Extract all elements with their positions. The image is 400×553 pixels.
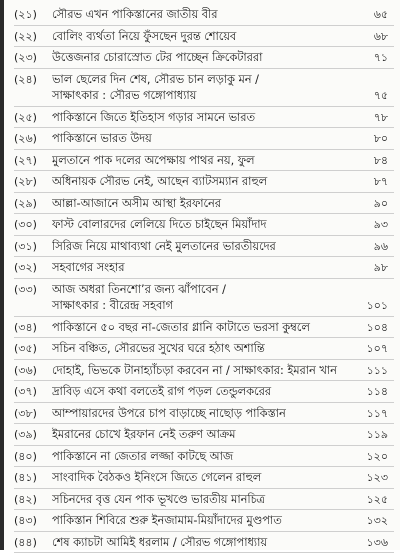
toc-entry-line bbox=[14, 341, 394, 358]
toc-entry-line bbox=[14, 131, 394, 148]
toc-entry-line bbox=[14, 449, 394, 466]
entry-title: ফাস্ট বোলারদের লেলিয়ে দিতে চাইছেন মিয়াঁদাদ bbox=[52, 217, 346, 234]
toc-entry-line bbox=[14, 427, 394, 444]
toc-entry bbox=[14, 193, 394, 215]
toc-entry bbox=[14, 317, 394, 339]
entry-page-number: ৮০ bbox=[346, 131, 394, 148]
entry-number: (২৫) bbox=[14, 110, 52, 127]
toc-entry-line bbox=[14, 72, 394, 89]
toc-entry-line bbox=[14, 110, 394, 127]
toc-entry bbox=[14, 69, 394, 107]
entry-page-number: ৯০ bbox=[346, 196, 394, 213]
entry-number: (৪৪) bbox=[14, 535, 52, 552]
entry-page-number: ৯৩ bbox=[346, 217, 394, 234]
entry-page-number: ১৩৬ bbox=[346, 535, 394, 552]
entry-number: (৩২) bbox=[14, 260, 52, 277]
entry-number: (২৪) bbox=[14, 72, 52, 89]
entry-number: (৪১) bbox=[14, 470, 52, 487]
entry-title: আম্পায়ারদের উপরে চাপ বাড়াচ্ছে নাছোড় পাকিস্তান bbox=[52, 406, 346, 423]
toc-entry bbox=[14, 257, 394, 279]
entry-title: পাকিস্তানে জিতে ইতিহাস গড়ার সামনে ভারত bbox=[52, 110, 346, 127]
toc-entry-line bbox=[14, 196, 394, 213]
toc-entry-line bbox=[14, 153, 394, 170]
toc-entry-line bbox=[14, 406, 394, 423]
entry-number: (৪৩) bbox=[14, 513, 52, 530]
entry-title: সচিনদের বৃত্ত যেন পাক ভূখণ্ডে ভারতীয় মানচিত্র bbox=[52, 492, 346, 509]
entry-title: পাকিস্তানে ৫০ বছর না-জেতার গ্লানি কাটাতে ভরসা কুম্বলে bbox=[52, 320, 346, 337]
toc-entry bbox=[14, 236, 394, 258]
toc-entry bbox=[14, 107, 394, 129]
entry-number: (২৯) bbox=[14, 196, 52, 213]
entry-page-number: ১২৩ bbox=[346, 470, 394, 487]
entry-page-number: ৭৫ bbox=[346, 88, 394, 105]
entry-page-number: ১২৫ bbox=[346, 492, 394, 509]
entry-title: অধিনায়ক সৌরভ নেই, আছেন ব্যাটসম্যান রাহুল bbox=[52, 174, 346, 191]
entry-number: (২১) bbox=[14, 7, 52, 24]
toc-entry-line bbox=[14, 50, 394, 67]
entry-number: (৩০) bbox=[14, 217, 52, 234]
entry-title: ইমরানের চোখে ইরফান নেই তরুণ আক্রম bbox=[52, 427, 346, 444]
entry-page-number: ৬৫ bbox=[346, 7, 394, 24]
entry-page-number: ৭৮ bbox=[346, 110, 394, 127]
entry-number: (২৩) bbox=[14, 50, 52, 67]
entry-title: সচিন বঞ্চিত, সৌরভের সুখের ঘরে হঠাৎ অশান্তি bbox=[52, 341, 346, 358]
toc-entry bbox=[14, 26, 394, 48]
entry-subtitle: সাক্ষাৎকার : সৌরভ গঙ্গোপাধ্যায় bbox=[14, 88, 346, 105]
entry-title: শেষ ক্যাচটা আমিই ধরলাম / সৌরভ গঙ্গোপাধ্যায় bbox=[52, 535, 346, 552]
entry-number: (৩৮) bbox=[14, 406, 52, 423]
toc-entry bbox=[14, 214, 394, 236]
toc-entry bbox=[14, 446, 394, 468]
toc-entry bbox=[14, 403, 394, 425]
entry-number: (৩৬) bbox=[14, 363, 52, 380]
entry-page-number: ৮৭ bbox=[346, 174, 394, 191]
entry-title: মুলতানে পাক দলের অপেক্ষায় পাথর নয়, ফুল bbox=[52, 153, 346, 170]
entry-title: সৌরভ এখন পাকিস্তানের জাতীয় বীর bbox=[52, 7, 346, 24]
toc-entry bbox=[14, 510, 394, 532]
entry-page-number: ১৩২ bbox=[346, 513, 394, 530]
toc-entry-line bbox=[14, 492, 394, 509]
toc-entry bbox=[14, 171, 394, 193]
toc-entry-line bbox=[14, 535, 394, 552]
entry-number: (৩৩) bbox=[14, 282, 52, 299]
toc-entry-continuation bbox=[14, 298, 394, 315]
toc-entry-line bbox=[14, 282, 394, 299]
entry-page-number: ১১৭ bbox=[346, 406, 394, 423]
entry-page-number: ৯৬ bbox=[346, 239, 394, 256]
toc-entry-line bbox=[14, 320, 394, 337]
entry-page-number: ৯৮ bbox=[346, 260, 394, 277]
toc-entry bbox=[14, 128, 394, 150]
entry-page-number: ১০৭ bbox=[346, 341, 394, 358]
entry-title: পাকিস্তানে না জেতার লজ্জা কাটছে আজ bbox=[52, 449, 346, 466]
toc-entry-line bbox=[14, 513, 394, 530]
toc-entry-continuation bbox=[14, 88, 394, 105]
entry-title: আল্লা-আজানে অসীম আস্থা ইরফানের bbox=[52, 196, 346, 213]
toc-entry-line bbox=[14, 260, 394, 277]
entry-page-number: ৭১ bbox=[346, 50, 394, 67]
table-of-contents bbox=[14, 4, 394, 553]
entry-page-number: ১০১ bbox=[346, 298, 394, 315]
entry-title: ভাল ছেলের দিন শেষ, সৌরভ চান লড়াকু মন / bbox=[52, 72, 394, 89]
toc-entry bbox=[14, 360, 394, 382]
entry-page-number: ১১১ bbox=[346, 363, 394, 380]
entry-page-number: ১১৪ bbox=[346, 384, 394, 401]
toc-entry bbox=[14, 279, 394, 317]
toc-entry bbox=[14, 47, 394, 69]
page-spine-edge bbox=[0, 0, 4, 550]
entry-number: (৩৪) bbox=[14, 320, 52, 337]
toc-entry-line bbox=[14, 363, 394, 380]
entry-title: আজ অধরা তিনশো’র জন্য ঝাঁপাবেন / bbox=[52, 282, 394, 299]
toc-entry-line bbox=[14, 174, 394, 191]
toc-entry bbox=[14, 424, 394, 446]
entry-page-number: ১১৯ bbox=[346, 427, 394, 444]
toc-entry-line bbox=[14, 7, 394, 24]
toc-entry-line bbox=[14, 239, 394, 256]
toc-entry bbox=[14, 338, 394, 360]
entry-page-number: ১২০ bbox=[346, 449, 394, 466]
toc-entry-line bbox=[14, 217, 394, 234]
entry-title: দ্রাবিড় এসে কথা বলতেই রাগ পড়ল তেন্ডুলকরের bbox=[52, 384, 346, 401]
entry-number: (৪০) bbox=[14, 449, 52, 466]
toc-entry bbox=[14, 150, 394, 172]
toc-entry-line bbox=[14, 470, 394, 487]
entry-number: (২৮) bbox=[14, 174, 52, 191]
toc-entry-line bbox=[14, 29, 394, 46]
entry-title: দোহাই, ভিভকে টানাহ্যাঁচড়া করবেন না / সাক্ষাৎকার: ইমরান খান bbox=[52, 363, 346, 380]
entry-number: (৩১) bbox=[14, 239, 52, 256]
entry-number: (৩৯) bbox=[14, 427, 52, 444]
entry-number: (৩৫) bbox=[14, 341, 52, 358]
entry-number: (২৭) bbox=[14, 153, 52, 170]
entry-number: (২৬) bbox=[14, 131, 52, 148]
toc-entry bbox=[14, 467, 394, 489]
entry-number: (৩৭) bbox=[14, 384, 52, 401]
entry-number: (৪২) bbox=[14, 492, 52, 509]
entry-title: পাকিস্তান শিবিরে শুরু ইনজামাম-মিয়াঁদাদের মুণ্ডপাত bbox=[52, 513, 346, 530]
entry-page-number: ৬৮ bbox=[346, 29, 394, 46]
toc-entry bbox=[14, 381, 394, 403]
entry-title: উত্তেজনার চোরাস্রোত টের পাচ্ছেন ক্রিকেটাররা bbox=[52, 50, 346, 67]
toc-entry bbox=[14, 489, 394, 511]
toc-entry-line bbox=[14, 384, 394, 401]
toc-entry bbox=[14, 4, 394, 26]
entry-subtitle: সাক্ষাৎকার : বীরেন্দ্র সহবাগ bbox=[14, 298, 346, 315]
entry-title: সাংবাদিক বৈঠকও ইনিংসে জিতে গেলেন রাহুল bbox=[52, 470, 346, 487]
entry-title: বোলিং ব্যর্থতা নিয়ে ফুঁসছেন দুরন্ত শোয়েব bbox=[52, 29, 346, 46]
entry-page-number: ১০৪ bbox=[346, 320, 394, 337]
entry-title: পাকিস্তানে ভারত উদয় bbox=[52, 131, 346, 148]
entry-title: সিরিজ নিয়ে মাথাব্যথা নেই মুলতানের ভারতীয়দের bbox=[52, 239, 346, 256]
entry-title: সহবাগের সংহার bbox=[52, 260, 346, 277]
entry-number: (২২) bbox=[14, 29, 52, 46]
entry-page-number: ৮৪ bbox=[346, 153, 394, 170]
